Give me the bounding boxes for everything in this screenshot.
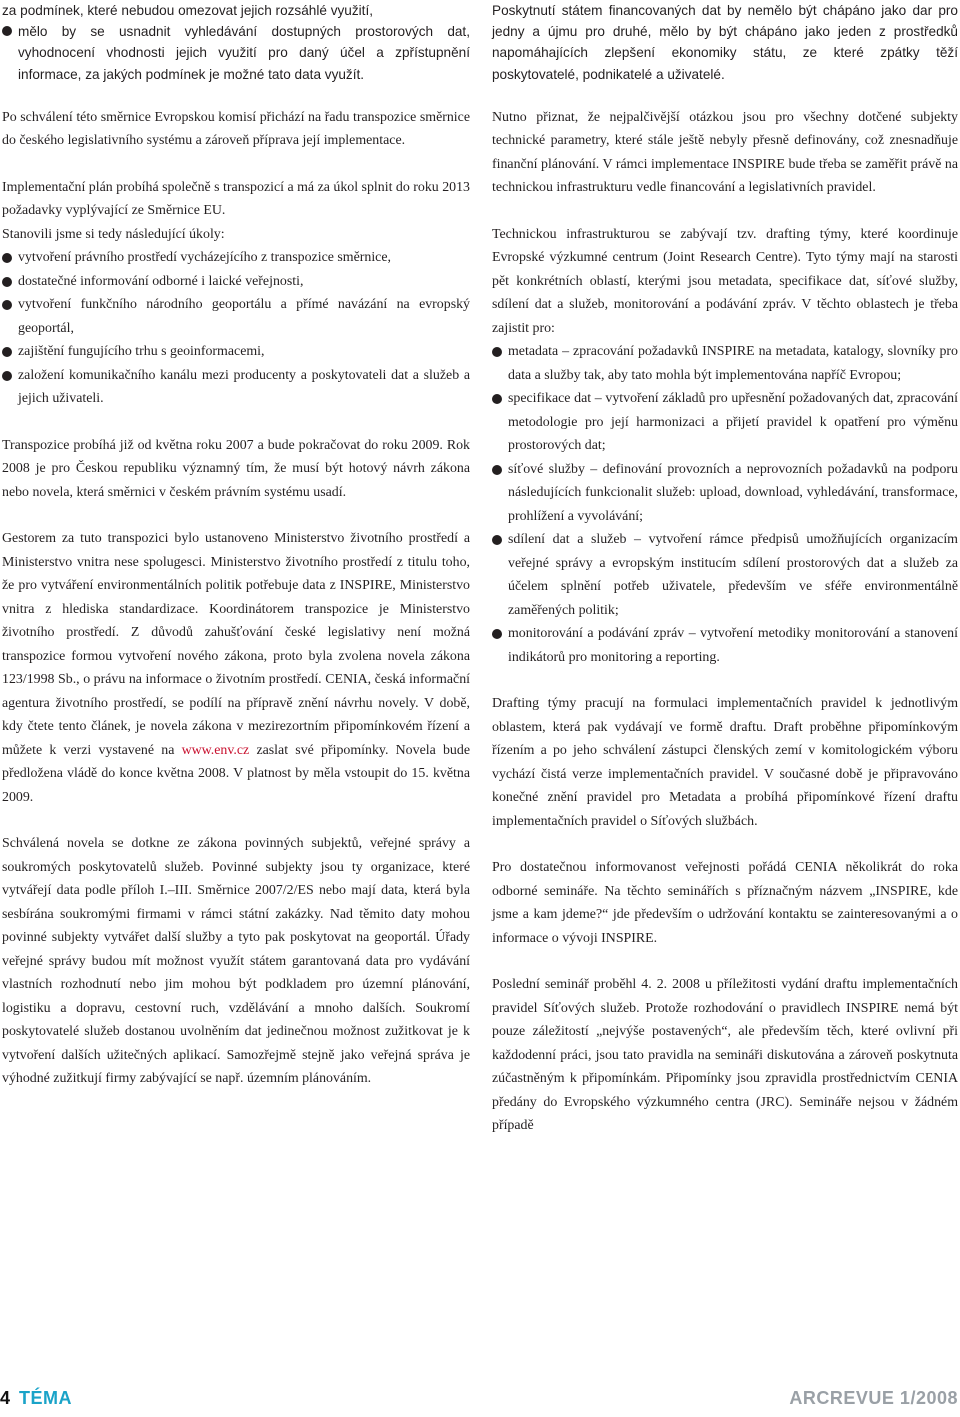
paragraph-text: Gestorem za tuto transpozici bylo ustanoveno Ministerstvo životního prostředí a Ministerstvo vnitra nese spolugesci. Ministerstvo životního prostředí z titulu toho, že pro vytváření environmentálních politik potřebuje data z INSPIRE, Ministerstvo vnitra z hlediska standardizace. Koordinátorem transpozice je Ministerstvo životního prostředí. Z důvodů zahušťování české legislativy není možná transpozice formou vytvoření nového zákona, proto byla zvolena novela zákona 123/1998 Sb., o právu na informace o životním prostředí. CENIA, česká informační agentura životního prostředí, se podílí na přípravě znění návrhu novely. V době, kdy čtete tento článek, je novela zákona v mezirezortním připomínkovém řízení a můžete k verzi vystavené na (2, 531, 470, 758)
right-column (492, 0, 958, 1138)
focus-item: síťové služby – definování provozních a neprovozních požadavků na podporu následujících funkcionalit služeb: upload, download, vyhledávání, transformace, prohlížení a vyvolávání; (492, 458, 958, 529)
paragraph: Technickou infrastrukturou se zabývají tzv. drafting týmy, které koordinuje Evropské výzkumné centrum (Joint Research Centre). Tyto týmy mají na starosti pět konkrétních oblastí, kterými jsou metadata, specifikace dat, síťové služby, sdílení dat a služeb, monitorování a podávání zpráv. V těchto oblastech je třeba zajistit pro: (492, 226, 958, 336)
intro-line: za podmínek, které nebudou omezovat jejich rozsáhlé využití, (2, 3, 374, 18)
focus-item: metadata – zpracování požadavků INSPIRE na metadata, katalogy, slovníky pro data a služby tak, aby tato mohla být implementována napříč Evropou; (492, 340, 958, 387)
paragraph: Drafting týmy pracují na formulaci implementačních pravidel k jednotlivým oblastem, která pak vydávají ve formě draftu. Draft proběhne připomínkovým řízením a po jeho schválení zástupci členských zemí v komitologickém výboru vychází čistá verze implementačních pravidel. V současné době je připravováno konečné znění pravidel pro Metadata a probíhá připomínkové řízení draftu implementačních pravidel o Síťových službách. (492, 696, 958, 829)
paragraph (2, 527, 470, 809)
left-intro-block (2, 0, 470, 85)
paragraph: Poslední seminář proběhl 4. 2. 2008 u příležitosti vydání draftu implementačních pravidel Síťových služeb. Protože rozhodování o pravidlech INSPIRE nemá být pouze záležitostí „nejvýše postavených“, ale především těch, které ovlivní při každodenní práci, jsou tato pravidla na semináři diskutována a zároveň poskytnuta zúčastněným k připomínkám. Připomínky jsou zpravidla prostřednictvím CENIA předány do Evropského výzkumného centra (JRC). Semináře nejsou v žádném případě (492, 977, 958, 1134)
focus-item: sdílení dat a služeb – vytvoření rámce předpisů umožňujících organizacím veřejné správy a evropským institucím sdílení prostorových dat a služeb za účelem splnění potřeb uživatele, především ve sféře environmentálně zaměřených politik; (492, 528, 958, 622)
section-label: TÉMA (19, 1388, 73, 1408)
paragraph-text: zaslat své připomínky. Novela bude předložena vládě do konce května 2008. V platnost by měla vstoupit do 15. května 2009. (2, 742, 470, 805)
paragraph: Nutno přiznat, že nejpalčivější otázkou jsou pro všechny dotčené subjekty technické parametry, které stále ještě nebyly přesně definovány, což znesnadňuje finanční plánování. V rámci implementace INSPIRE bude třeba se zaměřit právě na technickou infrastrukturu vedle financování a legislativních pravidel. (492, 109, 958, 196)
focus-item: specifikace dat – vytvoření základů pro upřesnění požadovaných dat, zpracování metodologie pro její harmonizaci a přijetí pravidel k opatření pro výměnu prostorových dat; (492, 387, 958, 458)
paragraph: Stanovili jsme si tedy následující úkoly: (2, 226, 225, 242)
task-item: vytvoření právního prostředí vycházejícího z transpozice směrnice, (2, 246, 470, 270)
right-intro-block: Poskytnutí státem financovaných dat by nemělo být chápáno jako dar pro jedny a újmu pro druhé, mělo by být chápáno jako jeden z prostředků napomáhajících zlepšení ekonomiky státu, ze které zpátky těží poskytovatelé, podnikatelé a uživatelé. (492, 3, 958, 82)
env-link[interactable]: www.env.cz (181, 742, 250, 758)
page-footer (0, 1388, 960, 1414)
task-item: dostatečné informování odborné i laické veřejnosti, (2, 270, 470, 294)
task-item: založení komunikačního kanálu mezi producenty a poskytovateli dat a služeb a jejich uživateli. (2, 364, 470, 411)
paragraph: Schválená novela se dotkne ze zákona povinných subjektů, veřejné správy a soukromých poskytovatelů služeb. Povinné subjekty jsou ty organizace, které vytvářejí data podle příloh I.–III. Směrnice 2007/2/ES nebo mají data, která byla sesbírána soukromými firmami v rámci státní zakázky. Nad těmito daty mohou povinné subjekty vytvářet další služby a tyto pak poskytovat na geoportál. Úřady veřejné správy budou mít možnost využít státem garantovaná data pro vydávání vlastních rozhodnutí nebo jim mohou být podkladem pro územní plánování, logistiku a dopravu, cestovní ruch, vzdělávání a mnoho dalších. Soukromí poskytovatelé služeb dostanou uvolněním dat jedinečnou možnost zužitkovat je k vytvoření dalších užitečných aplikací. Samozřejmě stejně jako veřejná správa je výhodné zužitkují firmy zabývající se např. územním plánováním. (2, 836, 470, 1087)
paragraph: Po schválení této směrnice Evropskou komisí přichází na řadu transpozice směrnice do českého legislativního systému a zároveň příprava její implementace. (2, 109, 470, 149)
left-column (2, 0, 470, 1091)
intro-bullet-item: mělo by se usnadnit vyhledávání dostupných prostorových dat, vyhodnocení vhodnosti jejich využití pro daný účel a zpřístupnění informace, za jakých podmínek je možné tato data využít. (2, 21, 470, 85)
task-list (2, 246, 470, 411)
paragraph: Transpozice probíhá již od května roku 2007 a bude pokračovat do roku 2009. Rok 2008 je pro Českou republiku významný tím, že musí být hotový návrh zákona nebo novela, která směrnici v českém právním systému usadí. (2, 437, 470, 500)
paragraph: Pro dostatečnou informovanost veřejnosti pořádá CENIA několikrát do roka odborné semináře. Na těchto seminářích s příznačným názvem „INSPIRE, kde jsme a kam jdeme?“ jde především o udržování kontaktu se zainteresovanými a o informace o vývoji INSPIRE. (492, 860, 958, 946)
task-item: zajištění fungujícího trhu s geoinformacemi, (2, 340, 470, 364)
focus-item: monitorování a podávání zpráv – vytvoření metodiky monitorování a stanovení indikátorů pro monitoring a reporting. (492, 622, 958, 669)
paragraph: Implementační plán probíhá společně s transpozicí a má za úkol splnit do roku 2013 požadavky vyplývající ze Směrnice EU. (2, 179, 470, 219)
page-number-block (0, 1388, 72, 1409)
page-number: 4 (0, 1388, 11, 1408)
focus-list (492, 340, 958, 669)
journal-title: ARCREVUE 1/2008 (789, 1388, 958, 1408)
task-item: vytvoření funkčního národního geoportálu a přímé navázání na evropský geoportál, (2, 293, 470, 340)
